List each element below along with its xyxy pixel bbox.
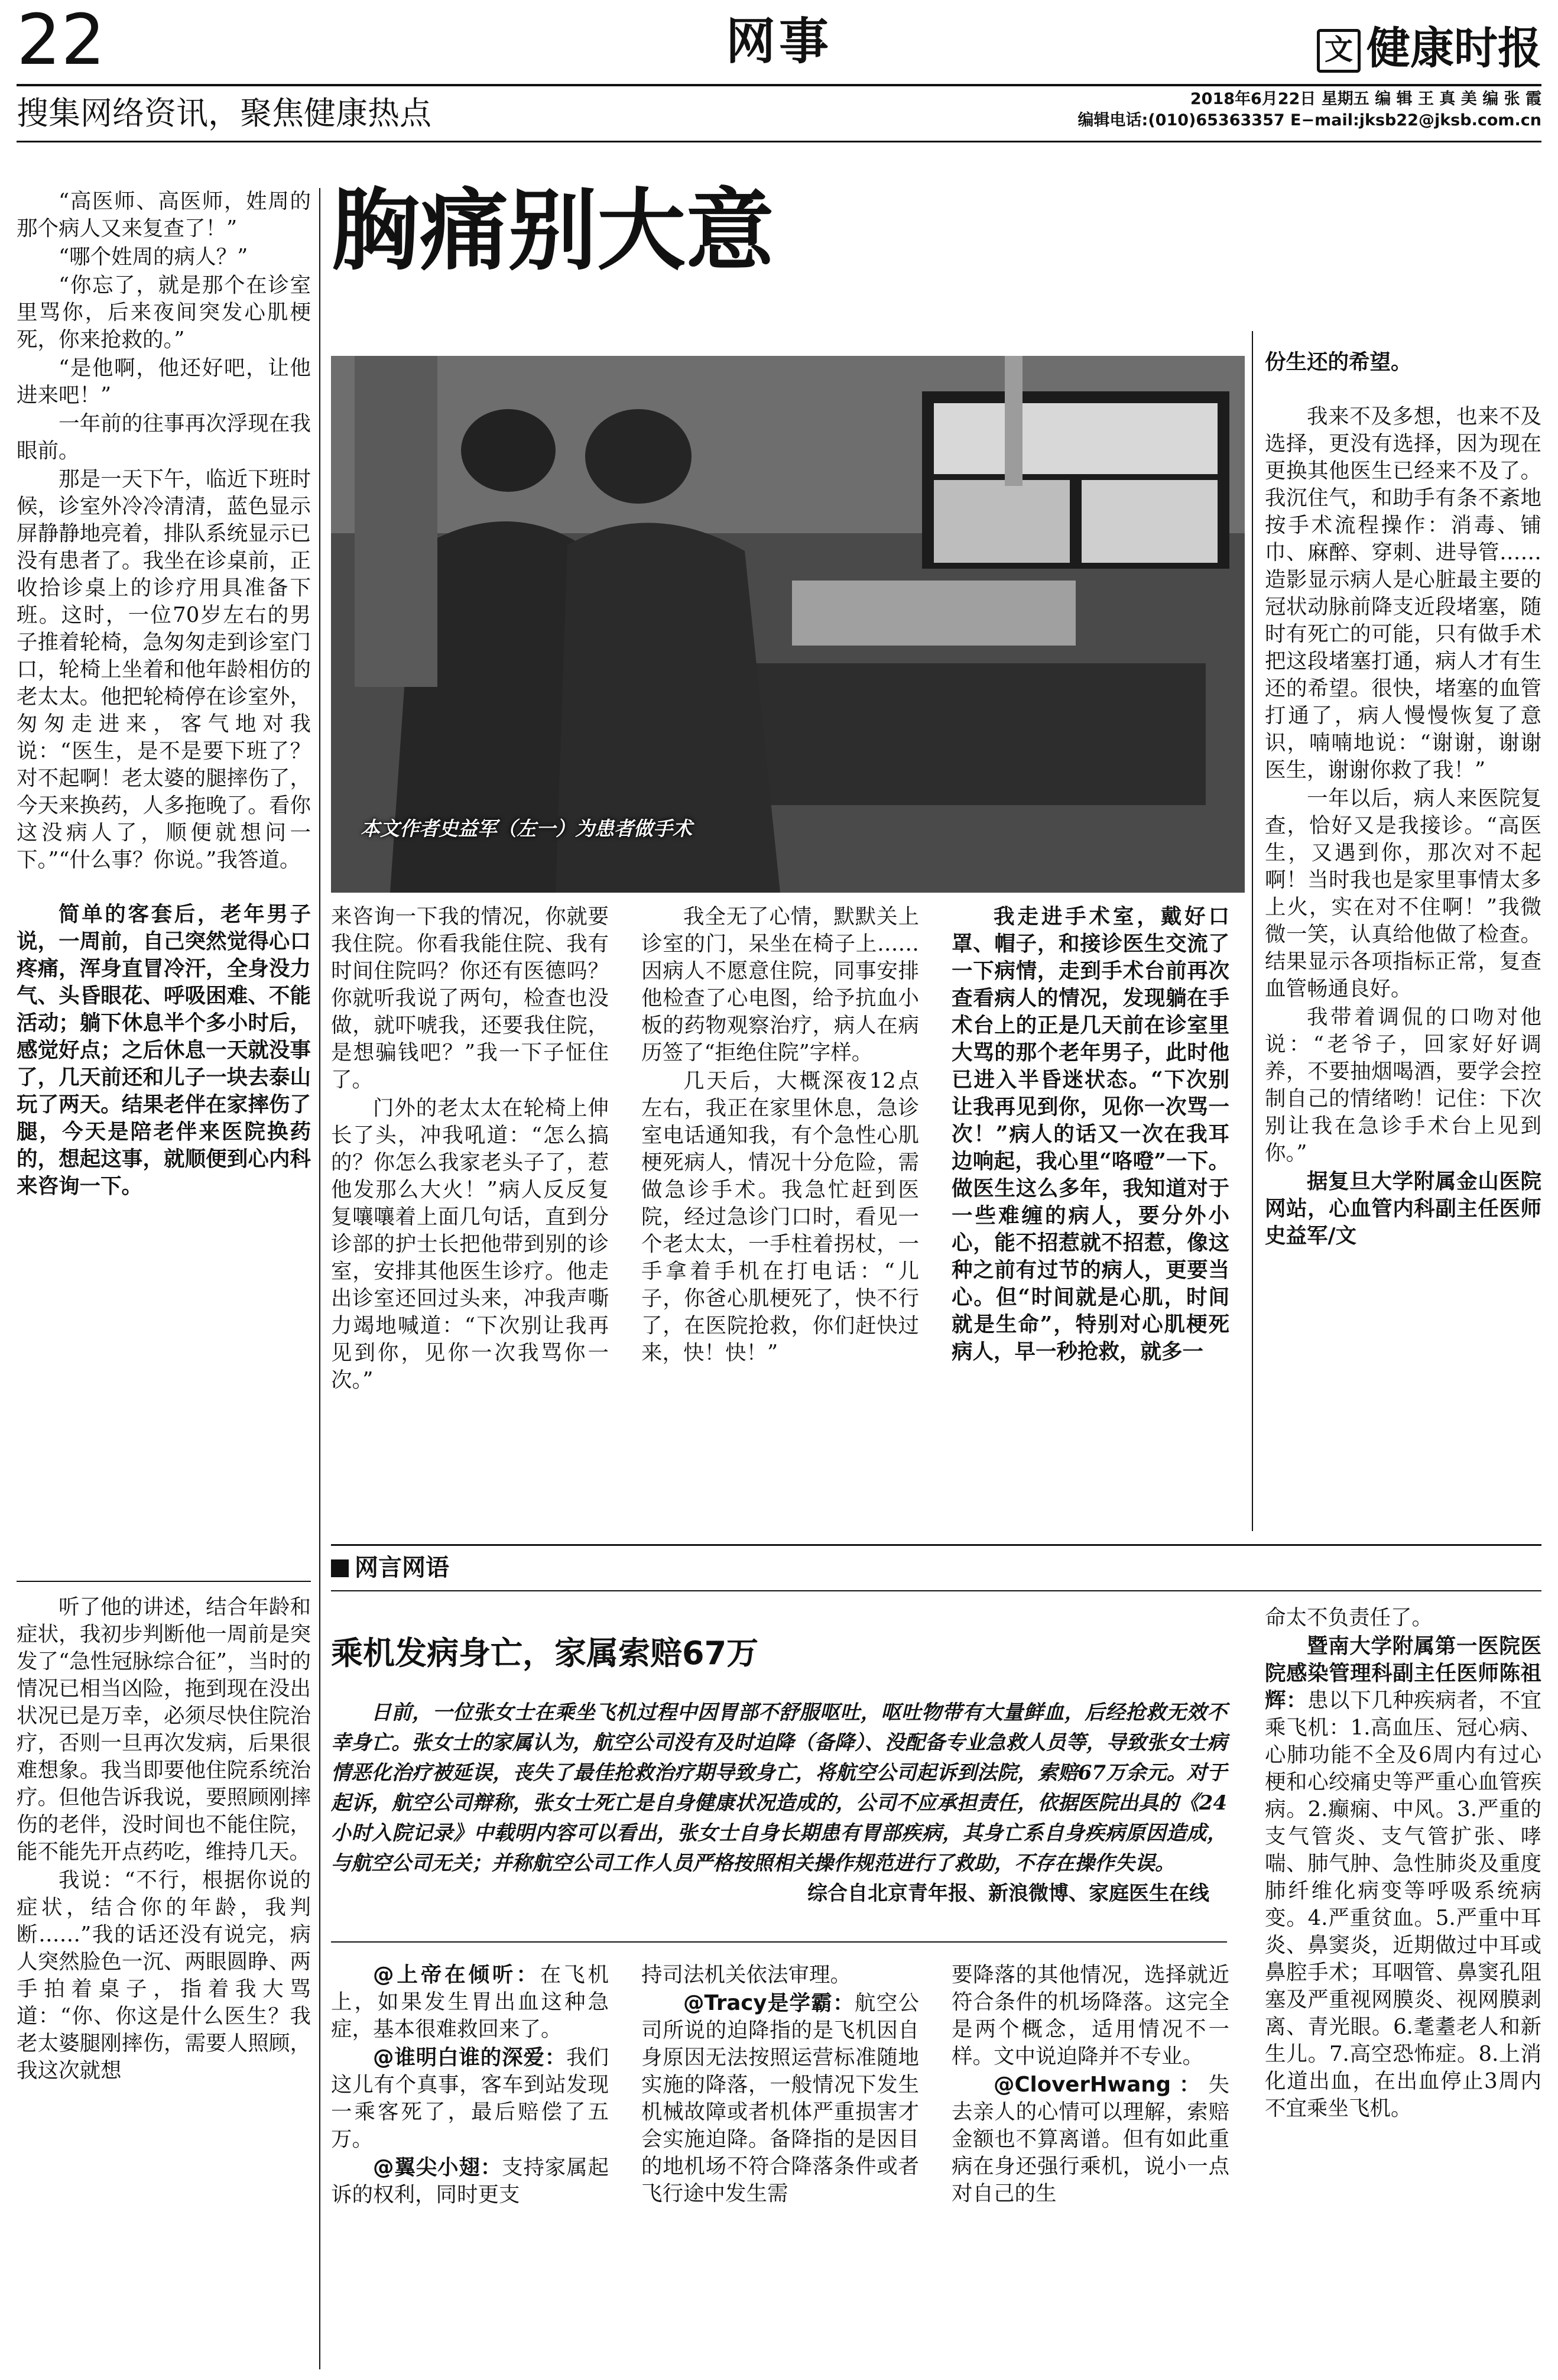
contact-line: 编辑电话:(010)65363357 E−mail:jksb22@jksb.com.cn (1077, 111, 1541, 129)
masthead-rule (17, 84, 1541, 86)
news-body: 日前，一位张女士在乘坐飞机过程中因胃部不舒服呕吐，呕吐物带有大量鲜血，后经抢救无效不幸身亡。张女士的家属认为，航空公司没有及时迫降（备降）、没配备专业急救人员等，导致张女士病情恶化治疗被延误，丧失了最佳抢救治疗期导致身亡，将航空公司起诉到法院，索赔67万余元。对于起诉，航空公司辩称，张女士死亡是自身健康状况造成的，公司不应承担责任，依据医院出具的《24小时入院记录》中载明内容可以看出，张女士自身长期患有胃部疾病，其身亡系自身疾病原因造成，与航空公司无关；并称航空公司工作人员严格按照相关操作规范进行了救助，不存在操作失误。 综合自北京青年报、新浪微博、家庭医生在线 (331, 1698, 1227, 1909)
article-headline: 胸痛别大意 (331, 179, 775, 283)
article-column-5 (1265, 349, 1541, 1251)
comment-author: @Tracy是学霸： (683, 1991, 855, 2015)
square-bullet-icon (331, 1559, 349, 1577)
section-slogan: 搜集网络资讯，聚焦健康热点 (17, 95, 431, 132)
paragraph: 我来不及多想，也来不及选择，更没有选择，因为现在更换其他医生已经来不及了。我沉住气，和助手有条不紊地按手术流程操作：消毒、铺巾、麻醉、穿刺、进导管……造影显示病人是心脏最主要的冠状动脉前降支近段堵塞，随时有死亡的可能，只有做手术把这段堵塞打通，病人才有生还的希望。很快，堵塞的血管打通了，病人慢慢恢复了意识，喃喃地说：“谢谢，谢谢医生，谢谢你救了我！” (1265, 404, 1541, 782)
masthead-rule-bottom (17, 141, 1541, 142)
article-byline: 据复旦大学附属金山医院网站，心血管内科副主任医师史益军/文 (1265, 1169, 1541, 1248)
photo-caption: 本文作者史益军（左一）为患者做手术 (361, 817, 692, 840)
column-divider (17, 1581, 311, 1582)
comment-author: @CloverHwang： (994, 2073, 1209, 2097)
comment-author: @谁明白谁的深爱： (373, 2045, 567, 2070)
expert-name: 暨南大学附属第一医院医院感染管理科副主任医师陈祖辉： (1265, 1634, 1541, 1713)
newspaper-logo (1317, 25, 1541, 73)
paragraph: 几天后，大概深夜12点左右，我正在家里休息，急诊室电话通知我，有个急性心肌梗死病人，情况十分危险，需做急诊手术。我急忙赶到医院，经过急诊门口时，看见一个老太太，一手柱着拐杖，一手拿着手机在打电话：“儿子，你爸心肌梗死了，快不行了，在医院抢救，你们赶快过来，快！快！” (641, 1069, 919, 1365)
bold-paragraph: 份生还的希望。 (1265, 350, 1412, 374)
section-rule (331, 1544, 1541, 1546)
bold-paragraph: 我走进手术室，戴好口罩、帽子，和接诊医生交流了一下病情，走到手术台前再次查看病人的情况，发现躺在手术台上的正是几天前在诊室里大骂的那个老年男子，此时他已进入半昏迷状态。“下次别让我再见到你，见你一次骂一次！”病人的话又一次在我耳边响起，我心里“咯噔”一下。做医生这么多年，我知道对于一些难缠的病人，要分外小心，能不招惹就不招惹，像这种之前有过节的病人，更要当心。但“时间就是心肌，时间就是生命”，特别对心肌梗死病人，早一秒抢救，就多一 (952, 904, 1229, 1364)
paragraph: 那是一天下午，临近下班时候，诊室外冷冷清清，蓝色显示屏静静地亮着，排队系统显示已没有患者了。我坐在诊桌前，正收拾诊桌上的诊疗用具准备下班。这时，一位70岁左右的男子推着轮椅，急匆匆走到诊室门口，轮椅上坐着和他年龄相仿的老太太。他把轮椅停在诊室外，匆匆走进来，客气地对我说：“医生，是不是要下班了？对不起啊！老太婆的腿摔伤了，今天来换药，人多拖晚了。看你这没病人了，顺便就想问一下。”“什么事？你说。”我答道。 (17, 467, 311, 872)
comment-author: @上帝在倾听： (373, 1963, 540, 1987)
comments-column-3 (952, 1961, 1229, 2209)
news-source: 综合自北京青年报、新浪微博、家庭医生在线 (807, 1882, 1209, 1905)
date-line: 2018年6月22日 星期五 编 辑 王 真 美 编 张 霞 (1190, 90, 1541, 108)
article-column-2 (331, 903, 609, 1395)
netspeak-label: 网言网语 (331, 1552, 449, 1583)
expert-advice: 暨南大学附属第一医院医院感染管理科副主任医师陈祖辉：患以下几种疾病者，不宜乘飞机：1.高血压、冠心病、心肺功能不全及6周内有过心梗和心绞痛史等严重心血管疾病。2.癫痫、中风。3.严重的支气管炎、支气管扩张、哮喘、肺气肿、急性肺炎及重度肺纤维化病变等呼吸系统病变。4.严重贫血。5.严重中耳炎、鼻窦炎，近期做过中耳或鼻腔手术；耳咽管、鼻窦孔阻塞及严重视网膜炎、视网膜剥离、青光眼。6.耄耋老人和新生儿。7.高空恐怖症。8.上消化道出血，在出血停止3周内不宜乘坐飞机。 (1265, 1634, 1541, 2120)
comment-author: @翼尖小翅： (373, 2155, 502, 2180)
comment: @谁明白谁的深爱：我们这儿有个真事，客车到站发现一乘客死了，最后赔偿了五万。 (331, 2045, 609, 2151)
page-number: 22 (17, 0, 106, 80)
paragraph: 命太不负责任了。 (1265, 1606, 1433, 1630)
comment: @Tracy是学霸：航空公司所说的迫降指的是飞机因自身原因无法按照运营标准随地实施的降落，一般情况下发生机械故障或者机体严重损害才会实施迫降。备降指的是因目的地机场不符合降落条件或者飞行途中发生需 (641, 1991, 919, 2206)
article-column-3 (641, 903, 919, 1368)
news-title: 乘机发病身亡，家属索赔67万 (331, 1635, 759, 1672)
article-column-1 (17, 188, 311, 1201)
column-rule (1252, 331, 1253, 1531)
paragraph: 我说：“不行，根据你说的症状，结合你的年龄，我判断……”我的话还没有说完，病人突然脸色一沉、两眼圆睁、两手拍着桌子，指着我大骂道：“你、你这是什么医生？我老太婆腿刚摔伤，需要人照顾，我这次就想 (17, 1868, 311, 2083)
paragraph: 听了他的讲述，结合年龄和症状，我初步判断他一周前是突发了“急性冠脉综合征”，当时的情况已相当凶险，拖到现在没出状况已是万幸，必须尽快住院治疗，否则一旦再次发病，后果很难想象。我当即要他住院系统治疗。但他告诉我说，要照顾刚摔伤的老伴，没时间也不能住院，能不能先开点药吃，维持几天。 (17, 1595, 311, 1864)
paragraph: 我全无了心情，默默关上诊室的门，呆坐在椅子上……因病人不愿意住院，同事安排他检查了心电图，给予抗血小板的药物观察治疗，病人在病历签了“拒绝住院”字样。 (641, 904, 919, 1065)
comment: @上帝在倾听：在飞机上，如果发生胃出血这种急症，基本很难救回来了。 (331, 1963, 609, 2041)
logo-text: 健康时报 (1367, 23, 1541, 74)
paragraph: “你忘了，就是那个在诊室里骂你，后来夜间突发心肌梗死，你来抢救的。” (17, 273, 311, 352)
paragraph: “高医师、高医师，姓周的那个病人又来复查了！” (17, 189, 311, 241)
paragraph: “是他啊，他还好吧，让他进来吧！” (17, 356, 311, 407)
news-divider (331, 1941, 1227, 1943)
paragraph: 来咨询一下我的情况，你就要我住院。你看我能住院、我有时间住院吗？你还有医德吗？你就听我说了两句，检查也没做，就吓唬我，还要我住院，是想骗钱吧？”我一下子怔住了。 (331, 904, 609, 1092)
article-column-1-continued (17, 1594, 311, 2086)
section-title: 网事 (725, 12, 832, 70)
paragraph: 门外的老太太在轮椅上伸长了头，冲我吼道：“怎么搞的？你怎么我家老头子了，惹他发那么大火！”病人反反复复嚷嚷着上面几句话，直到分诊部的护士长把他带到别的诊室，安排其他医生诊疗。他走出诊室还回过头来，冲我声嘶力竭地喊道：“下次别让我再见到你，见你一次我骂你一次。” (331, 1096, 609, 1392)
surgery-photo-illustration (331, 356, 1245, 893)
paragraph: 要降落的其他情况，选择就近符合条件的机场降落。这完全是两个概念，适用情况不一样。文中说迫降并不专业。 (952, 1963, 1229, 2068)
comment: @翼尖小翅：支持家属起诉的权利，同时更支 (331, 2155, 609, 2207)
expert-column (1265, 1604, 1541, 2123)
paragraph: 持司法机关依法审理。 (641, 1963, 852, 1987)
section-rule (331, 1590, 1541, 1591)
comments-column-2 (641, 1961, 919, 2209)
comments-column-1 (331, 1961, 609, 2210)
paragraph: 我带着调侃的口吻对他说：“老爷子，回家好好调养，不要抽烟喝酒，要学会控制自己的情绪哟！记住：下次别让我在急诊手术台上见到你。” (1265, 1005, 1541, 1165)
edition-meta (1078, 89, 1541, 131)
paragraph: “哪个姓周的病人？” (59, 245, 248, 269)
bold-paragraph: 简单的客套后，老年男子说，一周前，自己突然觉得心口疼痛，浑身直冒冷汗，全身没力气、头昏眼花、呼吸困难、不能活动；躺下休息半个多小时后，感觉好点；之后休息一天就没事了，几天前还和儿子一块去泰山玩了两天。结果老伴在家摔伤了腿，今天是陪老伴来医院换药的，想起这事，就顺便到心内科来咨询一下。 (17, 902, 311, 1198)
paragraph: 一年前的往事再次浮现在我眼前。 (17, 411, 311, 463)
column-rule (319, 188, 320, 2369)
paragraph: 一年以后，病人来医院复查，恰好又是我接诊。“高医生，又遇到你，那次对不起啊！当时我也是家里事情太多上火，实在对不住啊！”我微微一笑，认真给他做了检查。结果显示各项指标正常，复查血管畅通良好。 (1265, 786, 1541, 1001)
logo-icon: 文 (1317, 29, 1361, 73)
article-column-4 (952, 903, 1229, 1367)
comment: @CloverHwang：失去亲人的心情可以理解，索赔金额也不算离谱。但有如此重病在身还强行乘机，说小一点对自己的生 (952, 2073, 1229, 2206)
surgery-photo (331, 356, 1245, 893)
